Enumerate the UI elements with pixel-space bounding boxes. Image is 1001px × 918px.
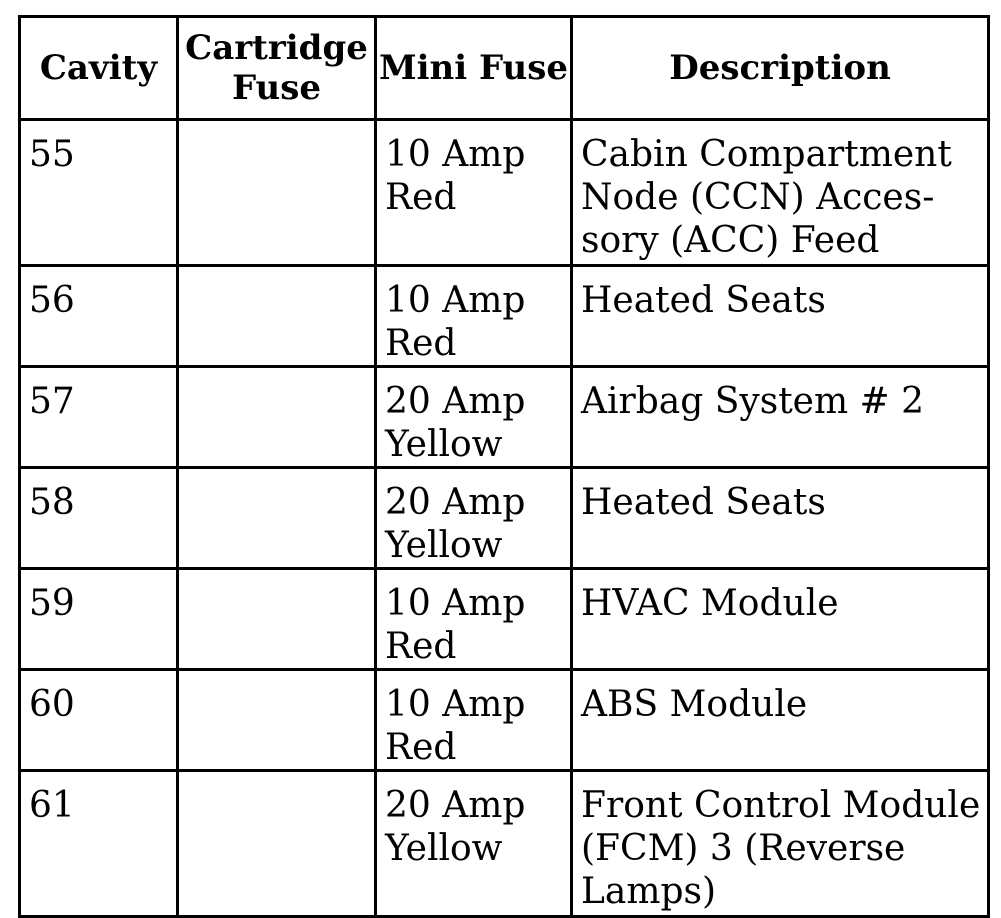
cartridge-fuse-cell [178,266,376,367]
header-cartridge-fuse-label: Cartridge Fuse [185,28,368,108]
cavity-cell: 60 [20,670,178,771]
description-cell: Heated Seats [572,266,989,367]
cartridge-fuse-cell [178,120,376,266]
description-cell: Airbag System # 2 [572,367,989,468]
cavity-cell: 59 [20,569,178,670]
cavity-cell: 55 [20,120,178,266]
description-cell: HVAC Module [572,569,989,670]
cartridge-fuse-cell [178,367,376,468]
header-cartridge-fuse [178,17,376,120]
header-cavity [20,17,178,120]
cartridge-fuse-cell [178,569,376,670]
fuse-table [18,15,990,918]
mini-fuse-cell: 10 Amp Red [376,266,572,367]
cavity-cell: 57 [20,367,178,468]
mini-fuse-cell: 20 Amp Yellow [376,367,572,468]
cartridge-fuse-cell [178,468,376,569]
mini-fuse-cell: 20 Amp Yellow [376,771,572,917]
mini-fuse-cell: 10 Amp Red [376,569,572,670]
table-row [20,120,989,266]
mini-fuse-cell: 10 Amp Red [376,670,572,771]
cartridge-fuse-cell [178,670,376,771]
description-cell: ABS Module [572,670,989,771]
table-row [20,266,989,367]
table-row [20,569,989,670]
description-cell: Front Control Module (FCM) 3 (Reverse Lamps) [572,771,989,917]
header-description [572,17,989,120]
cavity-cell: 58 [20,468,178,569]
table-row [20,367,989,468]
cavity-cell: 56 [20,266,178,367]
mini-fuse-cell: 20 Amp Yellow [376,468,572,569]
header-mini-fuse [376,17,572,120]
mini-fuse-cell: 10 Amp Red [376,120,572,266]
header-description-label: Description [669,48,891,88]
cavity-cell: 61 [20,771,178,917]
table-row [20,670,989,771]
table-row [20,771,989,917]
header-cavity-label: Cavity [39,48,158,88]
table-row [20,468,989,569]
table-header-row [20,17,989,120]
description-cell: Heated Seats [572,468,989,569]
description-cell: Cabin Compartment Node (CCN) Acces- sory (ACC) Feed [572,120,989,266]
header-mini-fuse-label: Mini Fuse [378,48,569,88]
cartridge-fuse-cell [178,771,376,917]
